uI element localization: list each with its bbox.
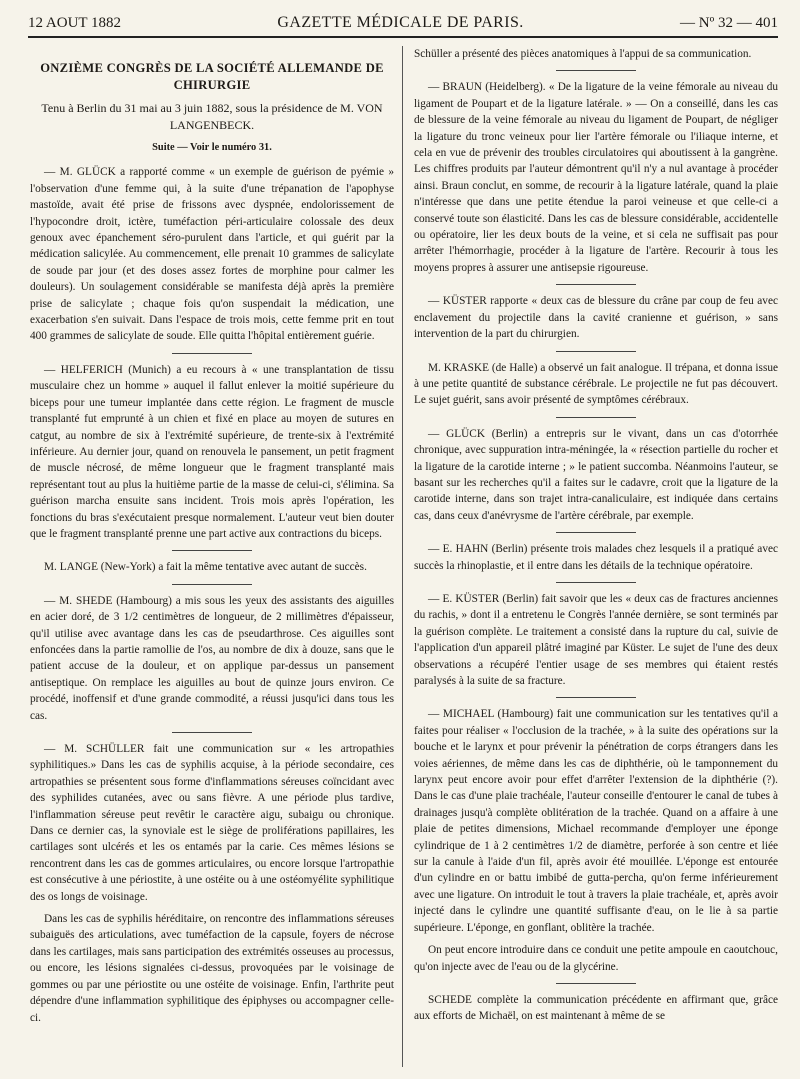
paragraph: — E. HAHN (Berlin) présente trois malades chez lesquels il a pratiqué avec succès la rhinoplastie, et il entre dans les détails de la technique opératoire. xyxy=(414,543,778,572)
separator xyxy=(556,417,636,418)
header-title: GAZETTE MÉDICALE DE PARIS. xyxy=(277,14,524,31)
paragraph: M. KRASKE (de Halle) a observé un fait analogue. Il trépana, et donna issue à une petite quantité de substance cérébrale. Le projectile ne fut pas découvert. Le sujet guérit, sans avoir présenté de symptômes cérébraux. xyxy=(414,361,778,407)
separator xyxy=(556,284,636,285)
separator xyxy=(172,584,252,585)
article-subheading: Tenu à Berlin du 31 mai au 3 juin 1882, sous la présidence de M. VON LANGENBECK. xyxy=(41,101,383,132)
paragraph: — BRAUN (Heidelberg). « De la ligature de la veine fémorale au niveau du ligament de Poupart et de la ligature latérale. » — On a conseillé, dans les cas de blessure de la veine fémorale au niveau du ligament de Poupart, de négliger la ligature du tronc veineux pour lier l'artère fémorale ou l'iliaque interne, et cela en vue de prévenir des troubles circulatoires qui aboutissent à la gangrène. Les chiffres produits par l'auteur démontrent qu'il n'y a nul avantage à procéder ainsi. Braun conclut, en somme, de recourir à la ligature latérale, quand la plaie n'intéresse que dans une petite étendue la paroi veineuse et que celle-ci a conservé toute son élasticité. Dans les cas de blessure considérable, accidentelle ou opératoire, lier les deux bouts de la veine, et si cela ne suffisait pas pour arrêter l'hémorrhagie, procéder à la ligature de l'artère. Recourir à tous les moyens propres à assurer une antisepsie rigoureuse. xyxy=(414,81,778,274)
paragraph: — KÜSTER rapporte « deux cas de blessure du crâne par coup de feu avec enclavement du projectile dans la cavité cranienne et guérison, » sans intervention de la part du chirurgien. xyxy=(414,295,778,341)
paragraph: — MICHAEL (Hambourg) fait une communication sur les tentatives qu'il a faites pour réaliser « l'occlusion de la trachée, » à la suite des opérations sur la bouche et le larynx et pour prévenir la pénétration de corps étrangers dans les voies aériennes, de même dans les cas de diphthérie, où le tamponnement du larynx peut encore avoir pour effet d'arrêter l'extension de la diphthérie (?). Dans le cas d'une plaie trachéale, l'auteur conseille d'entourer le canal de tubes à drainages jusqu'à complète oblitération de la trachée. Quand on a affaire à une plaie de petites dimensions, Michael recommande d'employer une éponge cylindrique de 1 à 2 centimètres 1/2 de diamètre, perforée à son centre et liée sur la canule à l'aide d'un fil, après avoir été mouillée. L'éponge est entourée d'un cylindre en or battu imbibé de gutta-percha, qu'on ferme inférieurement avec une ligature. On introduit le tout à travers la plaie trachéale, et, après avoir injecté dans le cylindre une quantité suffisante d'eau, on le lie à sa partie supérieure. L'éponge, en gonflant, oblitère la trachée. xyxy=(414,708,778,934)
separator xyxy=(556,351,636,352)
header-page-number: — Nº 32 — 401 xyxy=(680,15,778,31)
separator xyxy=(172,353,252,354)
article-heading: ONZIÈME CONGRÈS DE LA SOCIÉTÉ ALLEMANDE DE CHIRURGIE xyxy=(40,61,384,92)
column-divider xyxy=(402,46,403,1067)
separator xyxy=(172,732,252,733)
paragraph: — M. SCHÜLLER fait une communication sur « les artropathies syphilitiques.» Dans les cas de syphilis acquise, à la période secondaire, ces artropathies se présentent sous forme d'inflammations séreuses coïncidant avec des syphilides cutanées, avec ou sans fièvre. A une période plus tardive, l'inflammation séreuse peut revêtir le caractère aigu, subaigu ou chronique. Dans ce dernier cas, la synoviale est le siège de proliférations papillaires, les cartilages sont ulcérés et les os entamés par la carie. Ces mêmes lésions se rencontrent dans les cas de gommes articulaires, ou encore lorsque l'artropathie est consécutive à une périostite, à une ostéite ou à une ostéomyélite syphilitique des os longs de voisinage. xyxy=(30,743,394,903)
separator xyxy=(556,697,636,698)
paragraph: — HELFERICH (Munich) a eu recours à « une transplantation de tissu musculaire chez un homme » auquel il fallut enlever la moitié supérieure du biceps pour une tumeur implantée dans cette région. Le fragment de muscle transplanté fut emprunté à un chien et fixé en place au moyen de sutures en catgut, au nombre de six à l'extrémité supérieure, de trente-six à l'extrémité inférieure. Au dernier jour, quand on renouvela le pansement, un petit fragment de muscle nécrosé, de même longueur que le fragment transplanté mais représentant tout au plus la huitième partie de la masse de celui-ci, s'élimina. Sa guérison marcha ensuite sans incident. Trois mois après l'opération, les fonctions du bras s'exécutaient presque normalement. L'auteur veut bien douter que le fragment transplanté prenne une part active aux contractions du biceps. xyxy=(30,363,394,540)
paragraph: — M. SHEDE (Hambourg) a mis sous les yeux des assistants des aiguilles en acier doré, de 3 1/2 centimètres de longueur, de 2 millimètres d'épaisseur, qu'il utilise avec avantage dans les cas de pseudarthrose. Ces aiguilles sont enfoncées dans la partie ramollie de l'os, au nombre de dix à douze, sans que le patient accuse de la douleur, et on applique par-dessus un pansement antiseptique. On remplace les aiguilles au bout de quinze jours environ. Ce procédé, inoffensif et d'une grande commodité, a réussi jusqu'ici dans tous les cas. xyxy=(30,594,394,722)
paragraph: SCHEDE complète la communication précédente en affirmant que, grâce aux efforts de Michaël, on est maintenant à même de se xyxy=(414,993,778,1023)
right-column xyxy=(414,46,778,1031)
header-date: 12 AOUT 1882 xyxy=(28,15,122,31)
paragraph: Schüller a présenté des pièces anatomiques à l'appui de sa communication. xyxy=(414,48,752,60)
separator xyxy=(556,70,636,71)
paragraph: Dans les cas de syphilis héréditaire, on rencontre des inflammations séreuses subaiguës des articulations, avec tuméfaction de la capsule, foyers de nécrose dans les cartilages, mais sans participation des extrémités osseuses au processus, ou encore, les lésions signalées ci-dessus, provoquées par le voisinage de gommes ou par une périostite ou une ostéite de voisinage. Enfin, l'arthrite peut dépendre d'une inflammation syphilitique des épiphyses ou accompagner celle-ci. xyxy=(30,913,394,1024)
separator xyxy=(556,532,636,533)
paragraph: — M. GLÜCK a rapporté comme « un exemple de guérison de pyémie » l'observation d'une femme qui, à la suite d'une trépanation de l'apophyse mastoïde, avait été prise de frissons avec dyspnée, endolorissement de l'hypocondre droit, ictère, tuméfaction péri-articulaire colossale des deux genoux avec épanchement séro-purulent dans l'article, et qui guérit par la médication salicylée. Au commencement, elle prenait 10 grammes de salicylate de soude par jour (et des doses assez fortes de morphine pour calmer les douleurs). Un soulagement considérable se manifesta déjà après la première prise de salicylate ; chaque fois qu'on suspendait la médication, une exacerbation s'en suivait. Dans l'espace de trois mois, cette femme prit en tout 400 grammes de salicylate de soude. Elle quitta l'hôpital entièrement guérie. xyxy=(30,166,394,343)
continuation-note: Suite — Voir le numéro 31. xyxy=(152,142,272,153)
separator xyxy=(556,983,636,984)
paragraph: On peut encore introduire dans ce conduit une petite ampoule en caoutchouc, qu'on injecte avec de l'eau ou de la glycérine. xyxy=(414,944,778,973)
paragraph: M. LANGE (New-York) a fait la même tentative avec autant de succès. xyxy=(44,561,367,574)
page-header xyxy=(28,14,778,36)
separator xyxy=(556,582,636,583)
paragraph: — E. KÜSTER (Berlin) fait savoir que les « deux cas de fractures anciennes du rachis, » dont il a entretenu le Congrès l'année dernière, se sont terminés par la guérison complète. Le traitement a consisté dans la rupture du cal, suivie de l'application d'un appareil plâtré imaginé par Küster. Le sujet de l'une des deux observations a récupéré l'entier usage de ses membres qui étaient restés paralysés à la suite de sa fracture. xyxy=(414,592,778,687)
left-column xyxy=(30,46,394,1032)
header-rule xyxy=(28,36,778,38)
separator xyxy=(172,550,252,551)
paragraph: — GLÜCK (Berlin) a entrepris sur le vivant, dans un cas d'otorrhée chronique, avec suppuration intra-méningée, la « résection partielle du rocher et la ligature de la carotide interne ; » le patient succomba. Néanmoins l'auteur, se basant sur les recherches qu'il a faites sur le cadavre, croit que la ligature de la carotide interne, dans son trajet intra-canaliculaire, est indiquée dans certains cas, dans ceux d'anévrysme de l'artère cérébrale, par exemple. xyxy=(414,427,778,522)
